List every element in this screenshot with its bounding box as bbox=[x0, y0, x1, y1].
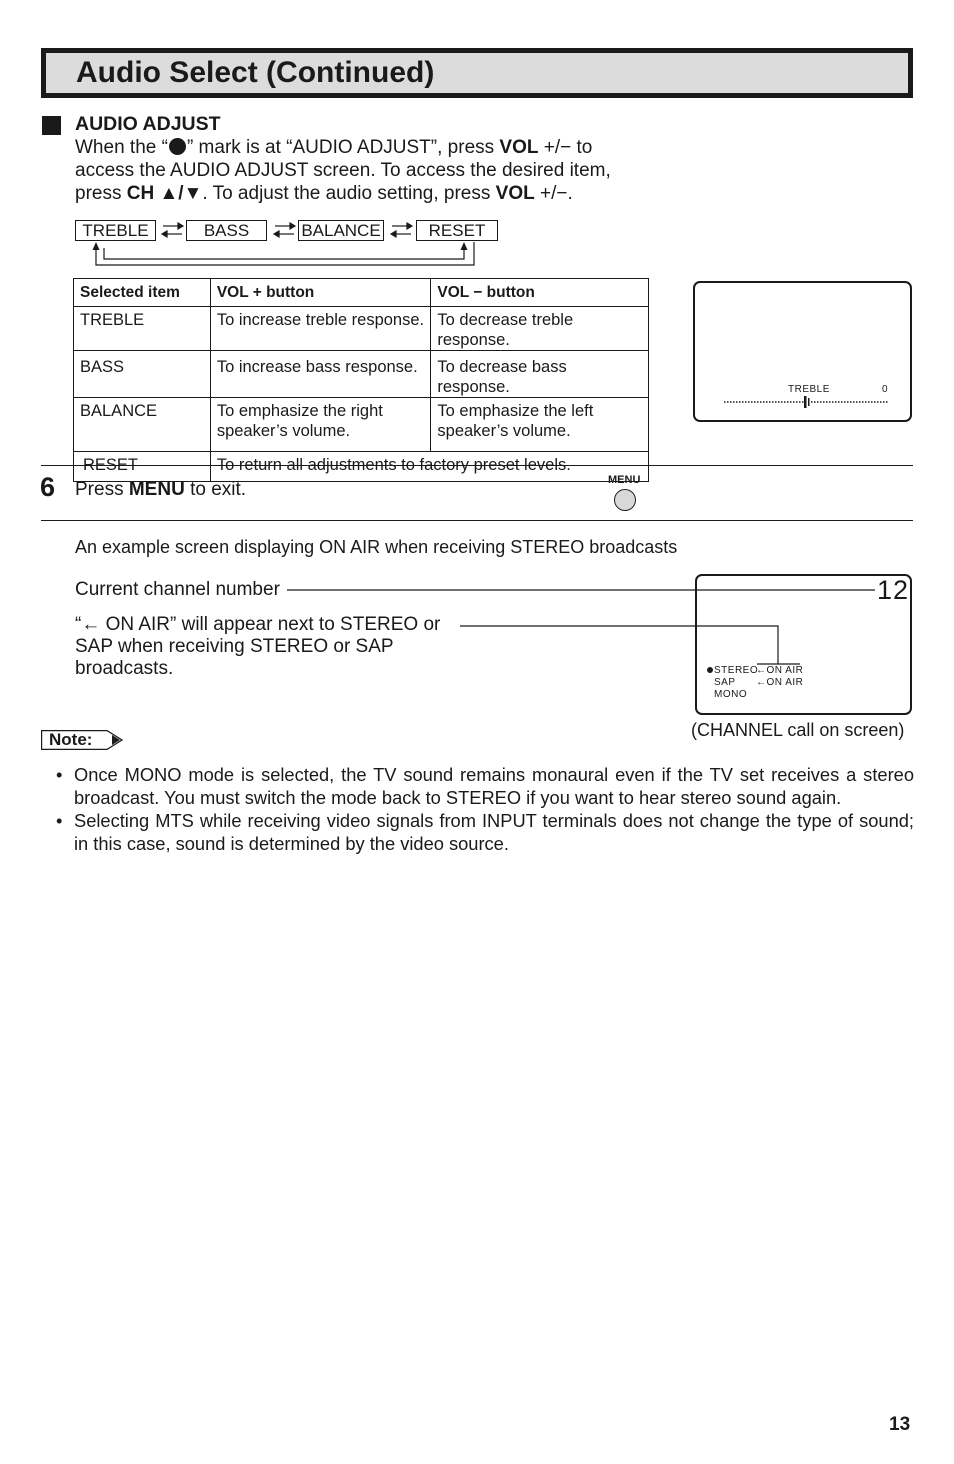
flow-item-balance: BALANCE bbox=[298, 220, 384, 241]
table-cell: To return all adjustments to factory preset levels. bbox=[210, 452, 648, 482]
sap-on-air: ←ON AIR bbox=[756, 677, 804, 688]
table-cell: To increase bass response. bbox=[210, 351, 431, 398]
mono-label: MONO bbox=[714, 689, 748, 700]
instruction-line-1: When the “ ” mark is at “AUDIO ADJUST”, press VOL +/− to bbox=[75, 137, 593, 158]
callout-lines-icon bbox=[0, 0, 954, 720]
bullet-icon: • bbox=[56, 810, 63, 831]
table-header-cell: Selected item bbox=[74, 279, 211, 307]
note-label: Note: bbox=[49, 730, 93, 749]
note-bullets bbox=[56, 763, 914, 855]
list-item: • Selecting MTS while receiving video signals from INPUT terminals does not change the type of sound; in this case, sound is determined by the video source. bbox=[56, 810, 914, 854]
table-cell: To decrease treble response. bbox=[431, 307, 649, 351]
page-title: Audio Select (Continued) bbox=[76, 56, 435, 89]
table-cell: TREBLE bbox=[74, 307, 211, 351]
treble-label: TREBLE bbox=[788, 384, 830, 395]
treble-value: 0 bbox=[882, 384, 889, 395]
table-cell: To increase treble response. bbox=[210, 307, 431, 351]
flow-item-reset: RESET bbox=[416, 220, 498, 241]
table-cell: To decrease bass response. bbox=[431, 351, 649, 398]
page-number: 13 bbox=[889, 1414, 911, 1435]
screen-caption: (CHANNEL call on screen) bbox=[691, 720, 905, 740]
bullet-icon: • bbox=[56, 764, 63, 785]
channel-number: 12 bbox=[877, 575, 910, 605]
flow-item-treble: TREBLE bbox=[75, 220, 156, 241]
table-cell: BALANCE bbox=[74, 398, 211, 452]
on-air-description: “← ON AIR” will appear next to STEREO or SAP when receiving STEREO or SAP broadcasts. bbox=[75, 614, 441, 679]
stereo-label: STEREO bbox=[714, 665, 759, 676]
list-item: • Once MONO mode is selected, the TV sound remains monaural even if the TV set receives a stereo broadcast. You must switch the mode back to STEREO if you want to hear stereo sound again. bbox=[56, 764, 914, 808]
instruction-line-2: access the AUDIO ADJUST screen. To access the desired item, bbox=[75, 160, 611, 181]
menu-button-label: MENU bbox=[608, 474, 641, 486]
flow-item-bass: BASS bbox=[186, 220, 267, 241]
table-header-cell: VOL + button bbox=[210, 279, 431, 307]
table-cell: RESET bbox=[74, 452, 211, 482]
table-cell: BASS bbox=[74, 351, 211, 398]
table-cell: To emphasize the left speaker’s volume. bbox=[431, 398, 649, 452]
stereo-on-air: ←ON AIR bbox=[756, 665, 804, 676]
audio-adjust-heading: AUDIO ADJUST bbox=[75, 113, 221, 135]
current-channel-label: Current channel number bbox=[75, 579, 280, 600]
table-cell: To emphasize the right speaker’s volume. bbox=[210, 398, 431, 452]
example-caption: An example screen displaying ON AIR when receiving STEREO broadcasts bbox=[75, 537, 678, 557]
step-6-text: Press MENU to exit. bbox=[75, 479, 247, 500]
sap-label: SAP bbox=[714, 677, 736, 688]
instruction-line-3: press CH ▲/▼. To adjust the audio setting, press VOL +/−. bbox=[75, 183, 573, 204]
step-number: 6 bbox=[40, 472, 56, 502]
table-header-cell: VOL − button bbox=[431, 279, 649, 307]
